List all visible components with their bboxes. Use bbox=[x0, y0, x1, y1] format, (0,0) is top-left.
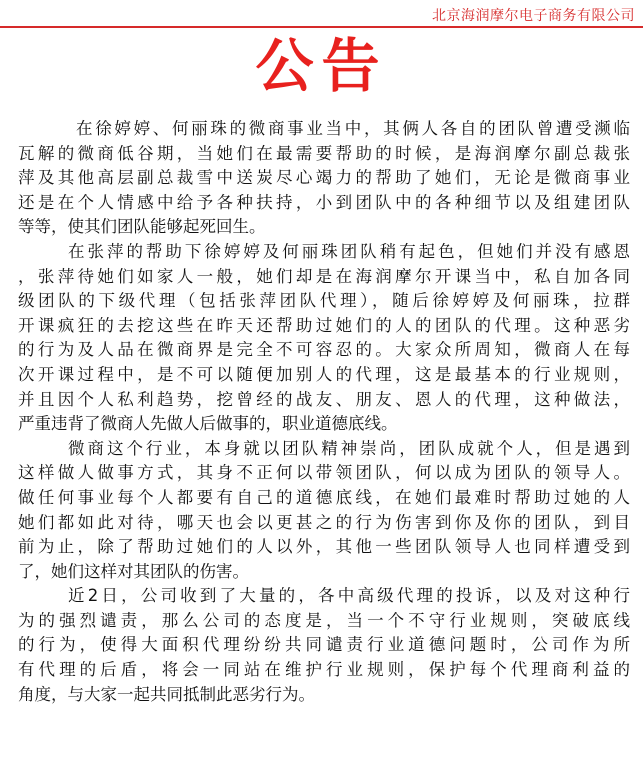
text-line: 并且因个人私利趋势，挖曾经的战友、朋友、恩人的代理，这种做法， bbox=[18, 389, 630, 409]
text-line: 她们都如此对待，哪天也会以更甚之的行为伤害到你及你的团队，到目 bbox=[18, 512, 630, 532]
header-divider bbox=[0, 26, 643, 28]
text-line: 在徐婷婷、何丽珠的微商事业当中，其俩人各自的团队曾遭受濒临 bbox=[76, 119, 630, 138]
text-line: 等等，使其们团队能够起死回生。 bbox=[18, 217, 266, 237]
text-line: ，张萍待她们如家人一般，她们却是在海润摩尔开课当中，私自加各同 bbox=[18, 266, 630, 286]
text-line: 了，她们这样对其团队的伤害。 bbox=[18, 561, 249, 581]
text-line: 瓦解的微商低谷期，当她们在最需要帮助的时候，是海润摩尔副总裁张 bbox=[18, 143, 630, 163]
text-line: 做任何事业每个人都要有自己的道德底线，在她们最难时帮助过她的人 bbox=[18, 487, 630, 507]
text-line: 级团队的下级代理（包括张萍团队代理），随后徐婷婷及何丽珠，拉群 bbox=[18, 291, 630, 311]
paragraph-4 bbox=[18, 584, 630, 707]
announcement-body bbox=[18, 117, 630, 707]
text-line: 微商这个行业，本身就以团队精神崇尚，团队成就个人，但是遇到 bbox=[68, 438, 630, 458]
paragraph-1 bbox=[18, 117, 630, 240]
text-line: 角度，与大家一起共同抵制此恶劣行为。 bbox=[18, 684, 315, 704]
text-line: 近2日，公司收到了大量的，各中高级代理的投诉，以及对这种行 bbox=[68, 586, 630, 606]
text-line: 还是在个人情感中给予各种扶持，小到团队中的各种细节以及组建团队 bbox=[18, 192, 630, 212]
text-line: 次开课过程中，是不可以随便加别人的代理，这是最基本的行业规则， bbox=[18, 364, 630, 384]
paragraph-3 bbox=[18, 437, 630, 585]
text-line: 有代理的后盾，将会一同站在维护行业规则，保护每个代理商利益的 bbox=[18, 660, 630, 680]
text-line: 为的强烈谴责，那么公司的态度是，当一个不守行业规则，突破底线 bbox=[18, 610, 630, 630]
text-line: 开课疯狂的去挖这些在昨天还帮助过她们的人的团队的代理。这种恶劣 bbox=[18, 315, 630, 335]
text-line: 严重违背了微商人先做人后做事的，职业道德底线。 bbox=[18, 414, 398, 434]
text-line: 萍及其他高层副总裁雪中送炭尽心竭力的帮助了她们，无论是微商事业 bbox=[18, 168, 630, 188]
text-line: 的行为，使得大面积代理纷纷共同谴责行业道德问题时，公司作为所 bbox=[18, 635, 630, 655]
text-line: 前为止，除了帮助过她们的人以外，其他一些团队领导人也同样遭受到 bbox=[18, 537, 630, 557]
text-line: 这样做人做事方式，其身不正何以带领团队，何以成为团队的领导人。 bbox=[18, 463, 630, 483]
text-line: 在张萍的帮助下徐婷婷及何丽珠团队稍有起色，但她们并没有感恩 bbox=[68, 241, 630, 261]
paragraph-2 bbox=[18, 240, 630, 437]
company-name: 北京海润摩尔电子商务有限公司 bbox=[432, 8, 635, 24]
text-line: 的行为及人品在微商界是完全不可容忍的。大家众所周知，微商人在每 bbox=[18, 340, 630, 360]
page-title: 公告 bbox=[255, 32, 388, 100]
